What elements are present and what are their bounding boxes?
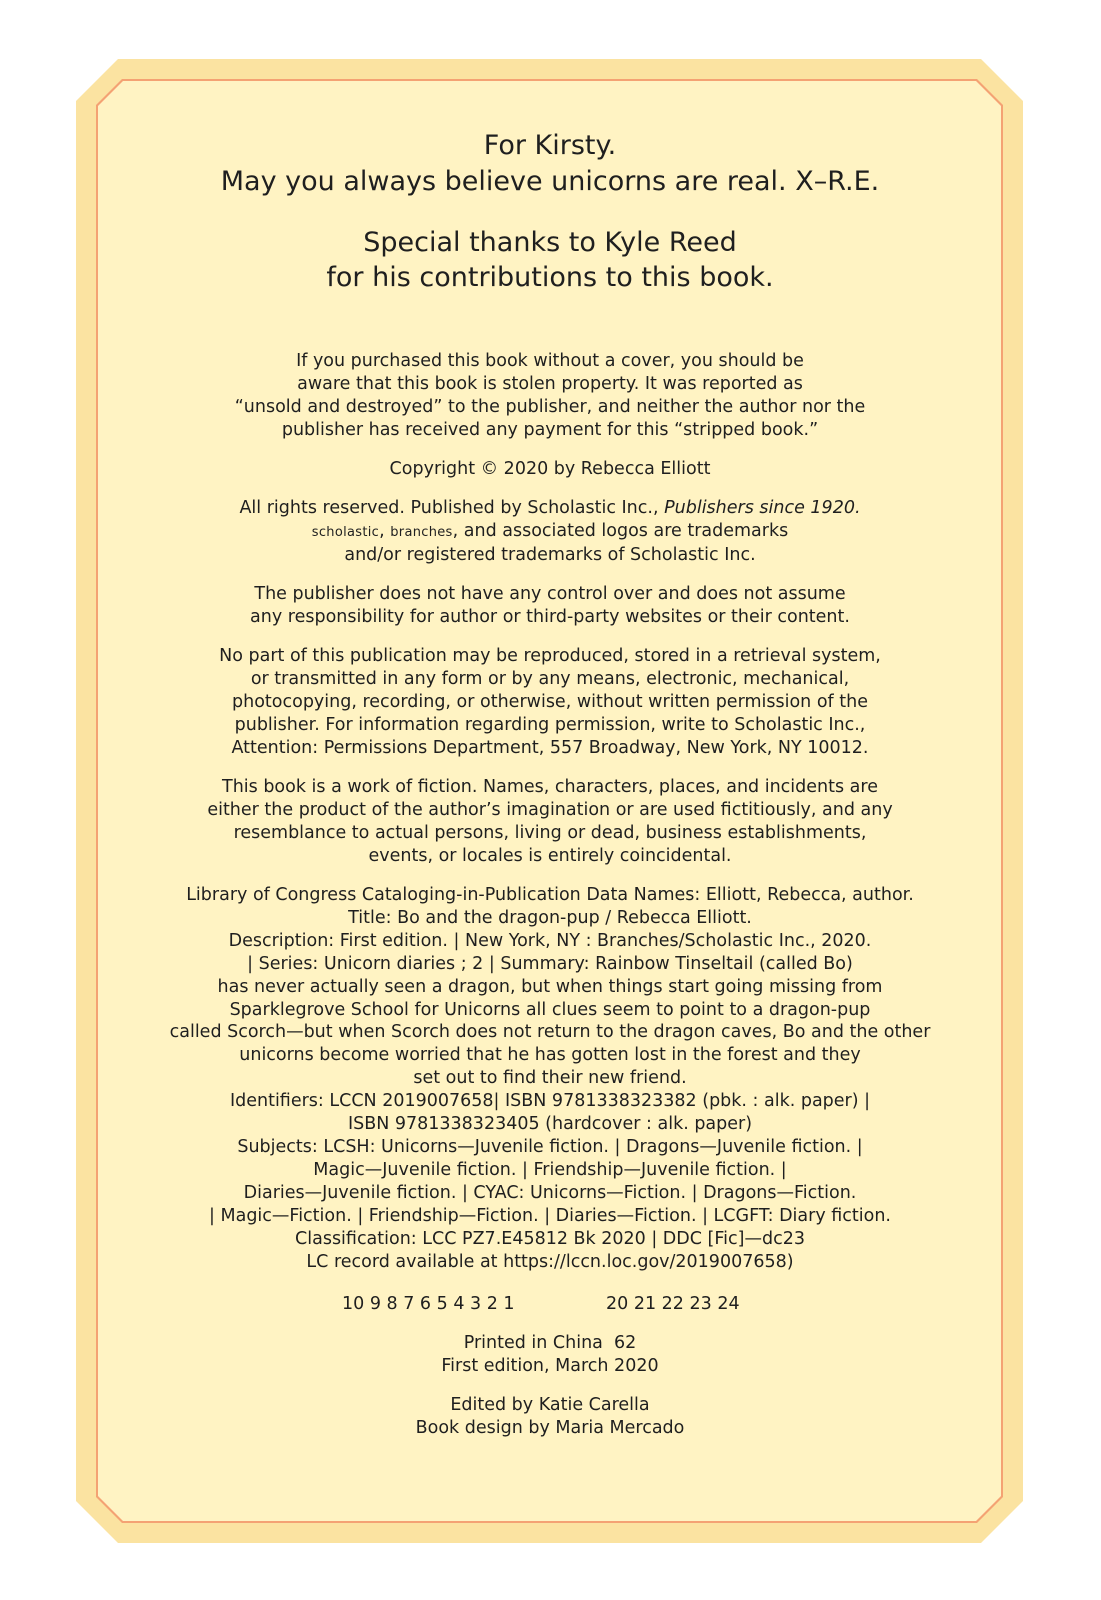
- year-numbers: 20 21 22 23 24: [606, 1294, 740, 1315]
- thanks-line: Special thanks to Kyle Reed: [363, 227, 737, 258]
- credits: [130, 1394, 970, 1440]
- printing-numbers: [130, 1293, 970, 1316]
- reproduction-line: photocopying, recording, or otherwise, without written permission of the: [232, 692, 868, 712]
- cataloging-line: LC record available at https://lccn.loc.gov/2019007658): [306, 1251, 794, 1272]
- thanks-line: for his contributions to this book.: [326, 262, 774, 293]
- rights-text: All rights reserved. Published by Scholastic Inc.,: [239, 498, 665, 518]
- trademarks-text: , and associated logos are trademarks: [452, 521, 789, 541]
- reproduction-line: or transmitted in any form or by any means, electronic, mechanical,: [250, 669, 850, 689]
- cataloging-line: Title: Bo and the dragon-pup / Rebecca Elliott.: [348, 907, 752, 928]
- scholastic-mark: scholastic: [311, 525, 380, 540]
- special-thanks: [130, 225, 970, 295]
- websites-line: The publisher does not have any control over and does not assume: [254, 584, 846, 604]
- dedication: [130, 128, 970, 200]
- fiction-disclaimer: [130, 776, 970, 868]
- cataloging-line: Library of Congress Cataloging-in-Publication Data Names: Elliott, Rebecca, author.: [186, 885, 914, 905]
- credit-line: Edited by Katie Carella: [450, 1395, 650, 1416]
- reproduction-line: publisher. For information regarding permission, write to Scholastic Inc.,: [234, 715, 866, 735]
- notice-line: aware that this book is stolen property. It was reported as: [297, 374, 803, 394]
- cataloging-data: [130, 884, 970, 1273]
- websites-line: any responsibility for author or third-party websites or their content.: [250, 607, 850, 627]
- branches-mark: branches: [390, 525, 453, 540]
- trademarks-line: [130, 520, 970, 544]
- fiction-line: events, or locales is entirely coincidental.: [368, 846, 732, 866]
- print-run-numbers: 10 9 8 7 6 5 4 3 2 1: [342, 1294, 515, 1315]
- fiction-line: This book is a work of fiction. Names, characters, places, and incidents are: [222, 777, 878, 797]
- reproduction-line: Attention: Permissions Department, 557 Broadway, New York, NY 10012.: [231, 738, 869, 758]
- registered-trademarks-line: and/or registered trademarks of Scholastic Inc.: [344, 545, 756, 565]
- dedication-line: May you always believe unicorns are real. X–R.E.: [220, 166, 880, 197]
- rights-reserved: [130, 497, 970, 567]
- fiction-line: either the product of the author’s imagination or are used fictitiously, and any: [207, 800, 893, 820]
- publishers-since-text: Publishers since 1920.: [664, 498, 861, 518]
- cataloging-line: set out to find their new friend.: [413, 1068, 687, 1089]
- printed-line: First edition, March 2020: [441, 1356, 659, 1377]
- rights-line: [130, 497, 970, 520]
- cataloging-line: Description: First edition. | New York, NY : Branches/Scholastic Inc., 2020.: [228, 930, 872, 951]
- notice-line: “unsold and destroyed” to the publisher, and neither the author nor the: [234, 397, 866, 417]
- cataloging-line: unicorns become worried that he has gotten lost in the forest and they: [239, 1045, 861, 1066]
- cataloging-line: Subjects: LCSH: Unicorns—Juvenile fiction. | Dragons—Juvenile fiction. |: [237, 1136, 863, 1157]
- reproduction-line: No part of this publication may be reproduced, stored in a retrieval system,: [219, 646, 881, 666]
- fiction-line: resemblance to actual persons, living or dead, business establishments,: [233, 823, 867, 843]
- printed-line: Printed in China 62: [463, 1333, 637, 1354]
- cataloging-line: Sparklegrove School for Unicorns all clues seem to point to a dragon-pup: [229, 999, 871, 1020]
- copyright-line: [130, 458, 970, 481]
- copyright-page-content: [130, 128, 970, 1440]
- trademark-separator: ,: [379, 521, 391, 541]
- cataloging-line: Diaries—Juvenile fiction. | CYAC: Unicorns—Fiction. | Dragons—Fiction.: [243, 1182, 857, 1203]
- cataloging-line: ISBN 9781338323405 (hardcover : alk. paper): [347, 1114, 753, 1135]
- dedication-line: For Kirsty.: [483, 130, 617, 161]
- cataloging-line: has never actually seen a dragon, but when things start going missing from: [217, 976, 883, 997]
- cataloging-line: Identifiers: LCCN 2019007658| ISBN 9781338323382 (pbk. : alk. paper) |: [229, 1091, 871, 1112]
- notice-line: publisher has received any payment for this “stripped book.”: [281, 420, 819, 440]
- copyright-text: Copyright © 2020 by Rebecca Elliott: [389, 459, 711, 479]
- credit-line: Book design by Maria Mercado: [415, 1418, 685, 1439]
- reproduction-notice: [130, 645, 970, 760]
- cataloging-line: Magic—Juvenile fiction. | Friendship—Juvenile fiction. |: [313, 1159, 787, 1180]
- stripped-book-notice: [130, 350, 970, 442]
- notice-line: If you purchased this book without a cover, you should be: [296, 351, 804, 371]
- cataloging-line: | Series: Unicorn diaries ; 2 | Summary: Rainbow Tinseltail (called Bo): [247, 953, 853, 974]
- cataloging-line: Classification: LCC PZ7.E45812 Bk 2020 | DDC [Fic]—dc23: [295, 1228, 805, 1249]
- websites-disclaimer: [130, 583, 970, 629]
- cataloging-line: called Scorch—but when Scorch does not return to the dragon caves, Bo and the other: [169, 1022, 931, 1043]
- printed-info: [130, 1332, 970, 1378]
- cataloging-line: | Magic—Fiction. | Friendship—Fiction. | Diaries—Fiction. | LCGFT: Diary fiction.: [209, 1205, 891, 1226]
